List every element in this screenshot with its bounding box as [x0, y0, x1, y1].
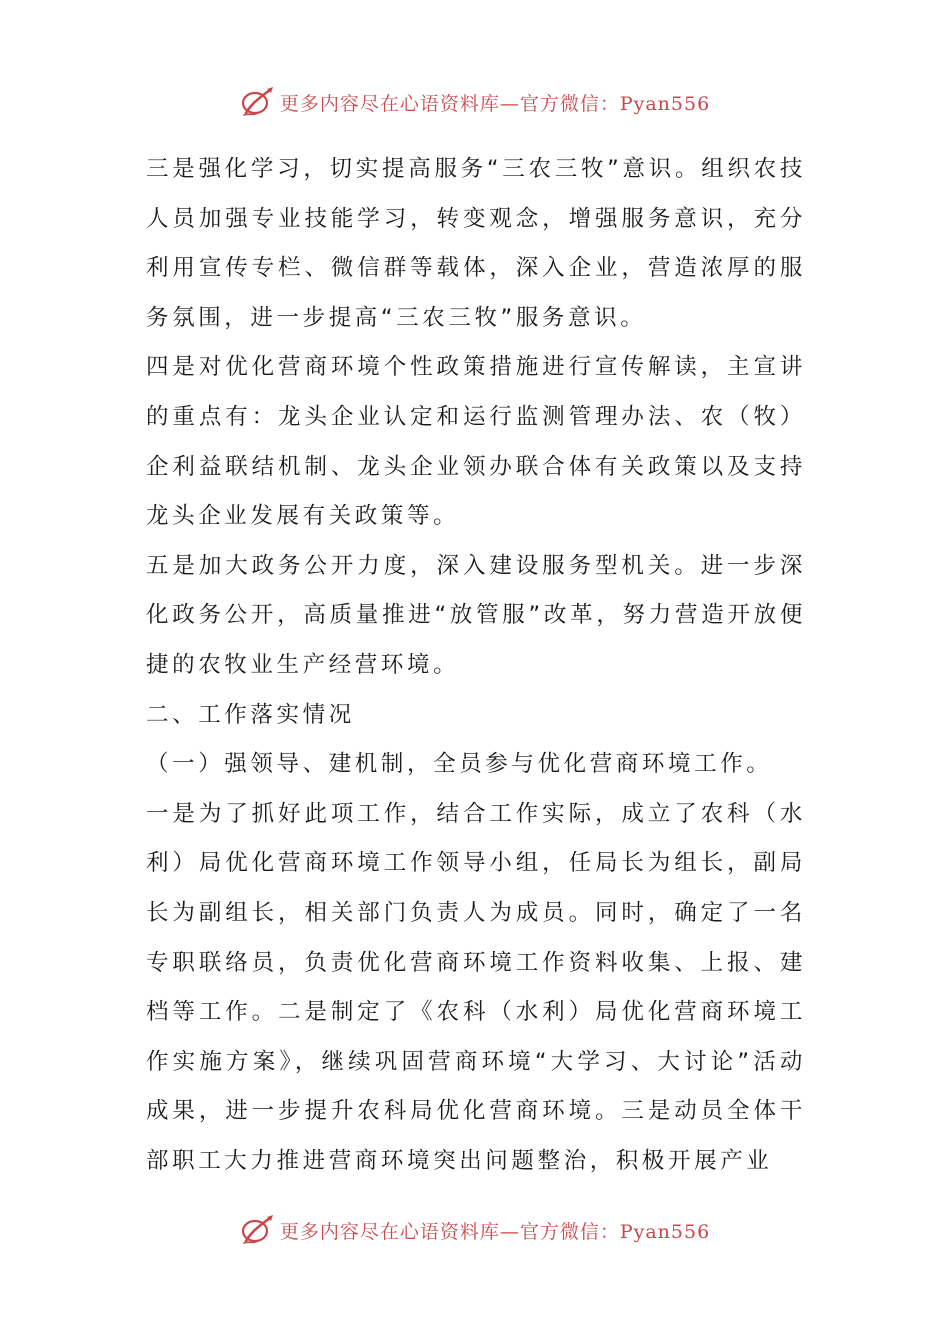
- document-body: [146, 145, 806, 1186]
- section-heading-work-implementation: 二、工作落实情况: [146, 701, 355, 728]
- pen-signature-icon: [240, 1214, 276, 1246]
- header-watermark-banner: [0, 82, 950, 122]
- pen-signature-icon: [240, 86, 276, 118]
- paragraph-five-government-affairs: 五是加大政务公开力度，深入建设服务型机关。进一步深化政务公开，高质量推进“放管服”改革，努力营造开放便捷的农牧业生产经营环境。: [146, 552, 806, 678]
- paragraph-three-strengthen-learning: 三是强化学习，切实提高服务“三农三牧”意识。组织农技人员加强专业技能学习，转变观念，增强服务意识，充分利用宣传专栏、微信群等载体，深入企业，营造浓厚的服务氛围，进一步提高“三农三牧”服务意识。: [146, 156, 806, 331]
- subsection-heading-leadership-mechanism: （一）强领导、建机制，全员参与优化营商环境工作。: [146, 751, 773, 778]
- footer-watermark-banner: [0, 1210, 950, 1250]
- footer-watermark-text: 更多内容尽在心语资料库—官方微信：Pyan556: [279, 1220, 711, 1243]
- paragraph-four-policy-interpretation: 四是对优化营商环境个性政策措施进行宣传解读，主宣讲的重点有：龙头企业认定和运行监测管理办法、农（牧）企利益联结机制、龙头企业领办联合体有关政策以及支持龙头企业发展有关政策等。: [146, 354, 806, 530]
- header-watermark-text: 更多内容尽在心语资料库—官方微信：Pyan556: [279, 92, 711, 115]
- paragraph-leadership-details: 一是为了抓好此项工作，结合工作实际，成立了农科（水利）局优化营商环境工作领导小组，任局长为组长，副局长为副组长，相关部门负责人为成员。同时，确定了一名专职联络员，负责优化营商环境工作资料收集、上报、建档等工作。二是制定了《农科（水利）局优化营商环境工作实施方案》，继续巩固营商环境“大学习、大讨论”活动成果，进一步提升农科局优化营商环境。三是动员全体干部职工大力推进营商环境突出问题整治，积极开展产业: [146, 800, 806, 1174]
